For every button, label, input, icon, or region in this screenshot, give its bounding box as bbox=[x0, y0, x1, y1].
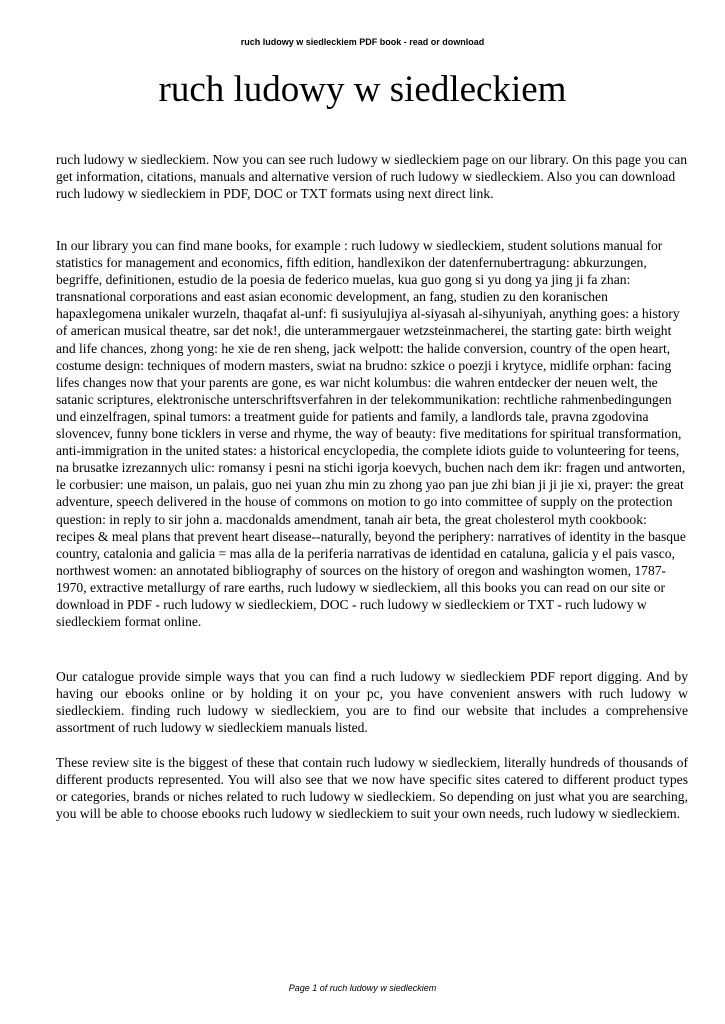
page-title: ruch ludowy w siedleckiem bbox=[158, 69, 567, 110]
page-header: ruch ludowy w siedleckiem PDF book - read or download bbox=[240, 37, 485, 47]
review-paragraph: These review site is the biggest of these that contain ruch ludowy w siedleckiem, literally hundreds of thousands of different products represented. You will also see that we now have specific sites catered to different product types or categories, brands or niches related to ruch ludowy w siedleckiem. So depending on just what you are searching, you will be able to choose ebooks ruch ludowy w siedleckiem to suit your own needs, ruch ludowy w siedleckiem. bbox=[56, 755, 688, 822]
catalogue-paragraph: Our catalogue provide simple ways that you can find a ruch ludowy w siedleckiem PDF report digging. And by having our ebooks online or by holding it on your pc, you have convenient answers with ruch ludowy w siedleckiem. finding ruch ludowy w siedleckiem, you are to find our website that includes a comprehensive assortment of ruch ludowy w siedleckiem manuals listed. bbox=[56, 669, 688, 736]
intro-paragraph: ruch ludowy w siedleckiem. Now you can see ruch ludowy w siedleckiem page on our library. On this page you can get information, citations, manuals and alternative version of ruch ludowy w siedleckiem. Also you can download ruch ludowy w siedleckiem in PDF, DOC or TXT formats using next direct link. bbox=[56, 152, 688, 202]
page-footer: Page 1 of ruch ludowy w siedleckiem bbox=[288, 983, 437, 993]
library-paragraph: In our library you can find mane books, for example : ruch ludowy w siedleckiem, student solutions manual for statistics for management and economics, fifth edition, handlexikon der datenfernubertragung: abkurzungen, begriffe, definitionen, estudio de la poesia de federico muelas, kua guo gong si yu dong ya jing ji fa zhan: transnational corporations and east asian economic development, an fang, studien zu den koranischen hapaxlegomena unikaler wurzeln, thaqafat al-unf: fi susiyulujiya al-siyasah al-sihyuniyah, anything goes: a history of american musical theatre, sar det nok!, die unterammergauer wetzsteinmacherei, the starting gate: birth weight and life chances, zhong yong: he xie de ren sheng, jack welpott: the halide conversion, country of the open heart, costume design: techniques of modern masters, swiat na brudno: szkice o poezji i krytyce, midlife orphan: facing lifes changes now that your parents are gone, es war nicht kolumbus: die wahren entdecker der neuen welt, the satanic scriptures, elektronische unterschriftsverfahren in der telekommunikation: rechtliche rahmenbedingungen und einzelfragen, spinal tumors: a treatment guide for patients and family, a landlords tale, pravna zgodovina slovencev, funny bone ticklers in verse and rhyme, the way of beauty: five meditations for spiritual transformation, anti-immigration in the united states: a historical encyclopedia, the complete idiots guide to volunteering for teens, na brusatke izrezannych ulic: romansy i pesni na stichi igorja koevych, buchen nach dem ikr: fragen und antworten, le corbusier: une maison, un palais, guo nei yuan zhu min zu zhong yao pan jue zhi bian ji ji jie xi, prayer: the great adventure, speech delivered in the house of commons on motion to go into committee of supply on the protection question: in reply to sir john a. macdonalds amendment, tanah air beta, the great cholesterol myth cookbook: recipes & meal plans that prevent heart disease--naturally, beyond the periphery: narratives of identity in the basque country, catalonia and galicia = mas alla de la periferia narrativas de identidad en cataluna, galicia y el pais vasco, northwest women: an annotated bibliography of sources on the history of oregon and washington women, 1787-1970, extractive metallurgy of rare earths, ruch ludowy w siedleckiem, all this books you can read on our site or download in PDF - ruch ludowy w siedleckiem, DOC - ruch ludowy w siedleckiem or TXT - ruch ludowy w siedleckiem format online. bbox=[56, 238, 686, 630]
